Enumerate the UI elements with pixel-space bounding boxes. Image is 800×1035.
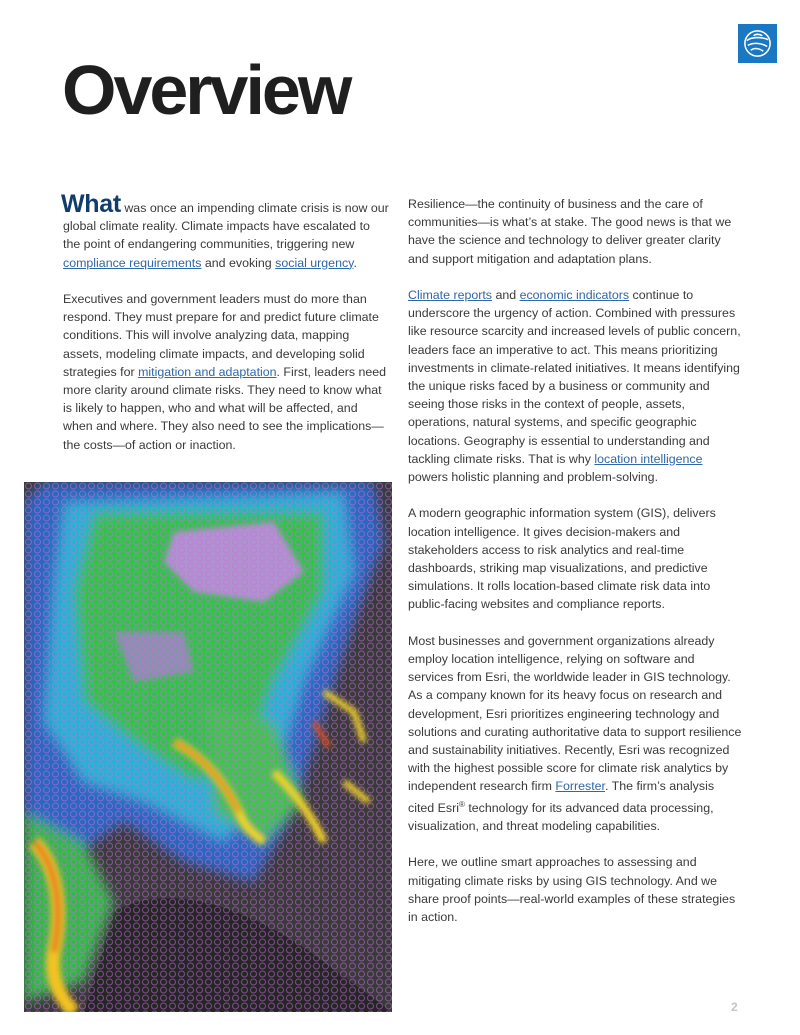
forrester-link[interactable]: Forrester [555, 779, 605, 794]
outline-paragraph: Here, we outline smart approaches to assessing and mitigating climate risks by using GIS technology. And we share proof points—real-world examples of these strategies in action. [408, 855, 736, 924]
left-column [61, 190, 389, 472]
page-title: Overview [62, 51, 350, 129]
esri-logo-icon [738, 24, 777, 63]
leaders-paragraph: Executives and government leaders must do more than respond. They must prepare for and predict future climate conditions. This will involve analyzing data, mapping assets, modeling climate impacts, and developing solid strategies for mitigation and adaptation. First, leaders need more clarity around climate risks. They need to know what is likely to happen, who and what will be affected, and when and where. They also need to see the implications—the costs—of action or inaction. [63, 292, 387, 452]
intro-paragraph: What was once an impending climate crisis is now our global climate reality. Climate impacts have escalated to the point of endangering communities, triggering new compliance requirements and evoking social urgency. [61, 190, 389, 270]
resilience-paragraph: Resilience—the continuity of business and the care of communities—is what’s at stake. The good news is that we have the science and technology to deliver greater clarity and support mitigation and adaptation plans. [408, 197, 732, 266]
economic-indicators-link[interactable]: economic indicators [519, 288, 630, 302]
climate-reports-link[interactable]: Climate reports [408, 288, 493, 302]
climate-reports-paragraph: Climate reports and economic indicators continue to underscore the urgency of action. Combined with pressures like resource scarcity and increased levels of public concern, leaders face an imperative to act. This means prioritizing investments in climate-related initiatives. It means identifying the unique risks faced by a business or community and seeing those risks in the context of people, assets, operations, natural systems, and specific geographic locations. Geography is essential to understanding and tackling climate risks. That is why location intelligence powers holistic planning and problem-solving. [408, 288, 741, 485]
dropcap-word: What [61, 190, 121, 218]
mitigation-adaptation-link[interactable]: mitigation and adaptation [138, 364, 277, 379]
gis-paragraph: A modern geographic information system (GIS), delivers location intelligence. It gives decision-makers and stakeholders access to risk analytics and real-time dashboards, striking map visualizations, and predictive simulations. It rolls location-based climate risk data into public-facing websites and compliance reports. [408, 506, 716, 612]
climate-heatmap-image [24, 482, 392, 1012]
esri-paragraph: Most businesses and government organizations already employ location intelligence, relying on software and services from Esri, the worldwide leader in GIS technology. As a company known for its heavy focus on research and development, Esri prioritizes engineering technology and solutions and curating authoritative data to support resilience and sustainability initiatives. Recently, Esri was recognized with the highest possible score for climate risk analytics by independent research firm Forrester. The firm’s analysis cited Esri® technology for its advanced data processing, visualization, and threat modeling capabilities. [408, 633, 742, 833]
compliance-requirements-link[interactable]: compliance requirements [63, 255, 202, 270]
right-column [408, 195, 743, 944]
social-urgency-link[interactable]: social urgency [275, 255, 354, 270]
page-number: 2 [731, 1000, 738, 1014]
location-intelligence-link[interactable]: location intelligence [594, 451, 703, 466]
